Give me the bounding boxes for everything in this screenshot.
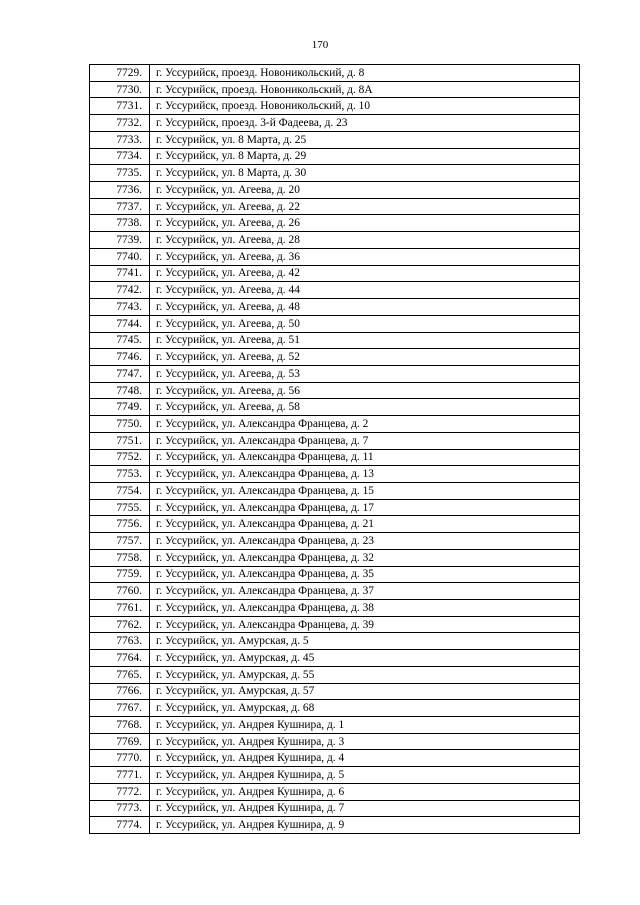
row-number: 7738.	[90, 215, 150, 232]
row-address: г. Уссурийск, ул. Александра Францева, д. 21	[150, 516, 580, 533]
row-address: г. Уссурийск, ул. Амурская, д. 5	[150, 633, 580, 650]
table-row	[90, 533, 580, 550]
row-number: 7731.	[90, 98, 150, 115]
row-number: 7732.	[90, 115, 150, 132]
table-row	[90, 717, 580, 734]
row-address: г. Уссурийск, ул. Александра Францева, д. 39	[150, 616, 580, 633]
row-number: 7744.	[90, 315, 150, 332]
table-row	[90, 466, 580, 483]
row-address: г. Уссурийск, ул. Агеева, д. 22	[150, 198, 580, 215]
table-row	[90, 165, 580, 182]
row-number: 7753.	[90, 466, 150, 483]
row-number: 7774.	[90, 817, 150, 834]
row-number: 7750.	[90, 416, 150, 433]
row-address: г. Уссурийск, ул. Агеева, д. 26	[150, 215, 580, 232]
row-address: г. Уссурийск, ул. Амурская, д. 68	[150, 700, 580, 717]
address-table	[89, 64, 580, 834]
table-row	[90, 332, 580, 349]
table-row	[90, 131, 580, 148]
row-address: г. Уссурийск, ул. Агеева, д. 51	[150, 332, 580, 349]
row-number: 7752.	[90, 449, 150, 466]
table-row	[90, 683, 580, 700]
table-row	[90, 399, 580, 416]
row-address: г. Уссурийск, ул. Андрея Кушнира, д. 1	[150, 717, 580, 734]
row-number: 7761.	[90, 600, 150, 617]
table-row	[90, 65, 580, 82]
table-row	[90, 248, 580, 265]
row-address: г. Уссурийск, проезд. 3-й Фадеева, д. 23	[150, 115, 580, 132]
row-number: 7742.	[90, 282, 150, 299]
row-number: 7757.	[90, 533, 150, 550]
row-number: 7769.	[90, 733, 150, 750]
row-address: г. Уссурийск, ул. Амурская, д. 57	[150, 683, 580, 700]
row-number: 7760.	[90, 583, 150, 600]
row-number: 7743.	[90, 299, 150, 316]
row-address: г. Уссурийск, проезд. Новоникольский, д. 8	[150, 65, 580, 82]
row-address: г. Уссурийск, ул. Амурская, д. 45	[150, 650, 580, 667]
table-row	[90, 516, 580, 533]
row-address: г. Уссурийск, ул. Александра Францева, д. 11	[150, 449, 580, 466]
table-row	[90, 549, 580, 566]
row-number: 7736.	[90, 182, 150, 199]
table-row	[90, 282, 580, 299]
row-address: г. Уссурийск, ул. Агеева, д. 48	[150, 299, 580, 316]
row-number: 7741.	[90, 265, 150, 282]
row-address: г. Уссурийск, ул. Александра Францева, д. 17	[150, 499, 580, 516]
row-address: г. Уссурийск, ул. Александра Францева, д. 38	[150, 600, 580, 617]
row-address: г. Уссурийск, ул. Александра Францева, д. 32	[150, 549, 580, 566]
row-number: 7746.	[90, 349, 150, 366]
row-number: 7740.	[90, 248, 150, 265]
row-address: г. Уссурийск, ул. 8 Марта, д. 29	[150, 148, 580, 165]
table-row	[90, 265, 580, 282]
row-address: г. Уссурийск, ул. Агеева, д. 53	[150, 365, 580, 382]
table-row	[90, 767, 580, 784]
table-row	[90, 382, 580, 399]
row-number: 7749.	[90, 399, 150, 416]
table-row	[90, 81, 580, 98]
page-number: 170	[311, 39, 329, 51]
table-row	[90, 666, 580, 683]
row-number: 7766.	[90, 683, 150, 700]
table-row	[90, 566, 580, 583]
row-address: г. Уссурийск, ул. Агеева, д. 58	[150, 399, 580, 416]
row-number: 7759.	[90, 566, 150, 583]
row-number: 7739.	[90, 232, 150, 249]
row-number: 7767.	[90, 700, 150, 717]
row-number: 7758.	[90, 549, 150, 566]
table-row	[90, 198, 580, 215]
row-address: г. Уссурийск, ул. Агеева, д. 28	[150, 232, 580, 249]
table-row	[90, 98, 580, 115]
row-number: 7733.	[90, 131, 150, 148]
row-address: г. Уссурийск, ул. Агеева, д. 20	[150, 182, 580, 199]
row-number: 7765.	[90, 666, 150, 683]
row-address: г. Уссурийск, проезд. Новоникольский, д. 8А	[150, 81, 580, 98]
row-number: 7764.	[90, 650, 150, 667]
row-number: 7756.	[90, 516, 150, 533]
table-row	[90, 800, 580, 817]
row-number: 7751.	[90, 432, 150, 449]
row-address: г. Уссурийск, ул. Агеева, д. 42	[150, 265, 580, 282]
row-number: 7730.	[90, 81, 150, 98]
row-number: 7729.	[90, 65, 150, 82]
row-address: г. Уссурийск, ул. Андрея Кушнира, д. 3	[150, 733, 580, 750]
address-table-body	[90, 65, 580, 834]
row-address: г. Уссурийск, ул. Андрея Кушнира, д. 6	[150, 783, 580, 800]
row-address: г. Уссурийск, ул. Андрея Кушнира, д. 4	[150, 750, 580, 767]
row-address: г. Уссурийск, ул. Андрея Кушнира, д. 7	[150, 800, 580, 817]
row-number: 7737.	[90, 198, 150, 215]
row-address: г. Уссурийск, ул. 8 Марта, д. 30	[150, 165, 580, 182]
row-number: 7735.	[90, 165, 150, 182]
row-number: 7768.	[90, 717, 150, 734]
table-row	[90, 299, 580, 316]
row-address: г. Уссурийск, ул. 8 Марта, д. 25	[150, 131, 580, 148]
table-row	[90, 583, 580, 600]
table-row	[90, 315, 580, 332]
row-address: г. Уссурийск, ул. Александра Францева, д. 23	[150, 533, 580, 550]
table-row	[90, 416, 580, 433]
row-number: 7773.	[90, 800, 150, 817]
row-number: 7763.	[90, 633, 150, 650]
row-address: г. Уссурийск, проезд. Новоникольский, д. 10	[150, 98, 580, 115]
table-row	[90, 600, 580, 617]
row-address: г. Уссурийск, ул. Александра Францева, д. 15	[150, 482, 580, 499]
row-address: г. Уссурийск, ул. Александра Францева, д. 13	[150, 466, 580, 483]
row-address: г. Уссурийск, ул. Александра Францева, д. 37	[150, 583, 580, 600]
table-row	[90, 148, 580, 165]
table-row	[90, 633, 580, 650]
table-row	[90, 650, 580, 667]
row-number: 7734.	[90, 148, 150, 165]
row-number: 7770.	[90, 750, 150, 767]
row-number: 7748.	[90, 382, 150, 399]
table-row	[90, 733, 580, 750]
row-address: г. Уссурийск, ул. Александра Францева, д. 7	[150, 432, 580, 449]
table-row	[90, 215, 580, 232]
table-row	[90, 432, 580, 449]
row-address: г. Уссурийск, ул. Агеева, д. 44	[150, 282, 580, 299]
table-row	[90, 817, 580, 834]
row-number: 7747.	[90, 365, 150, 382]
table-row	[90, 499, 580, 516]
row-address: г. Уссурийск, ул. Александра Францева, д. 2	[150, 416, 580, 433]
row-address: г. Уссурийск, ул. Агеева, д. 36	[150, 248, 580, 265]
table-row	[90, 232, 580, 249]
table-row	[90, 482, 580, 499]
table-row	[90, 783, 580, 800]
row-address: г. Уссурийск, ул. Агеева, д. 50	[150, 315, 580, 332]
row-number: 7772.	[90, 783, 150, 800]
table-row	[90, 616, 580, 633]
row-number: 7745.	[90, 332, 150, 349]
row-number: 7762.	[90, 616, 150, 633]
row-address: г. Уссурийск, ул. Александра Францева, д. 35	[150, 566, 580, 583]
table-row	[90, 449, 580, 466]
row-address: г. Уссурийск, ул. Агеева, д. 56	[150, 382, 580, 399]
row-address: г. Уссурийск, ул. Андрея Кушнира, д. 5	[150, 767, 580, 784]
table-row	[90, 750, 580, 767]
row-address: г. Уссурийск, ул. Андрея Кушнира, д. 9	[150, 817, 580, 834]
table-row	[90, 349, 580, 366]
row-number: 7771.	[90, 767, 150, 784]
table-row	[90, 182, 580, 199]
table-row	[90, 700, 580, 717]
row-address: г. Уссурийск, ул. Амурская, д. 55	[150, 666, 580, 683]
row-address: г. Уссурийск, ул. Агеева, д. 52	[150, 349, 580, 366]
table-row	[90, 365, 580, 382]
table-row	[90, 115, 580, 132]
row-number: 7754.	[90, 482, 150, 499]
row-number: 7755.	[90, 499, 150, 516]
